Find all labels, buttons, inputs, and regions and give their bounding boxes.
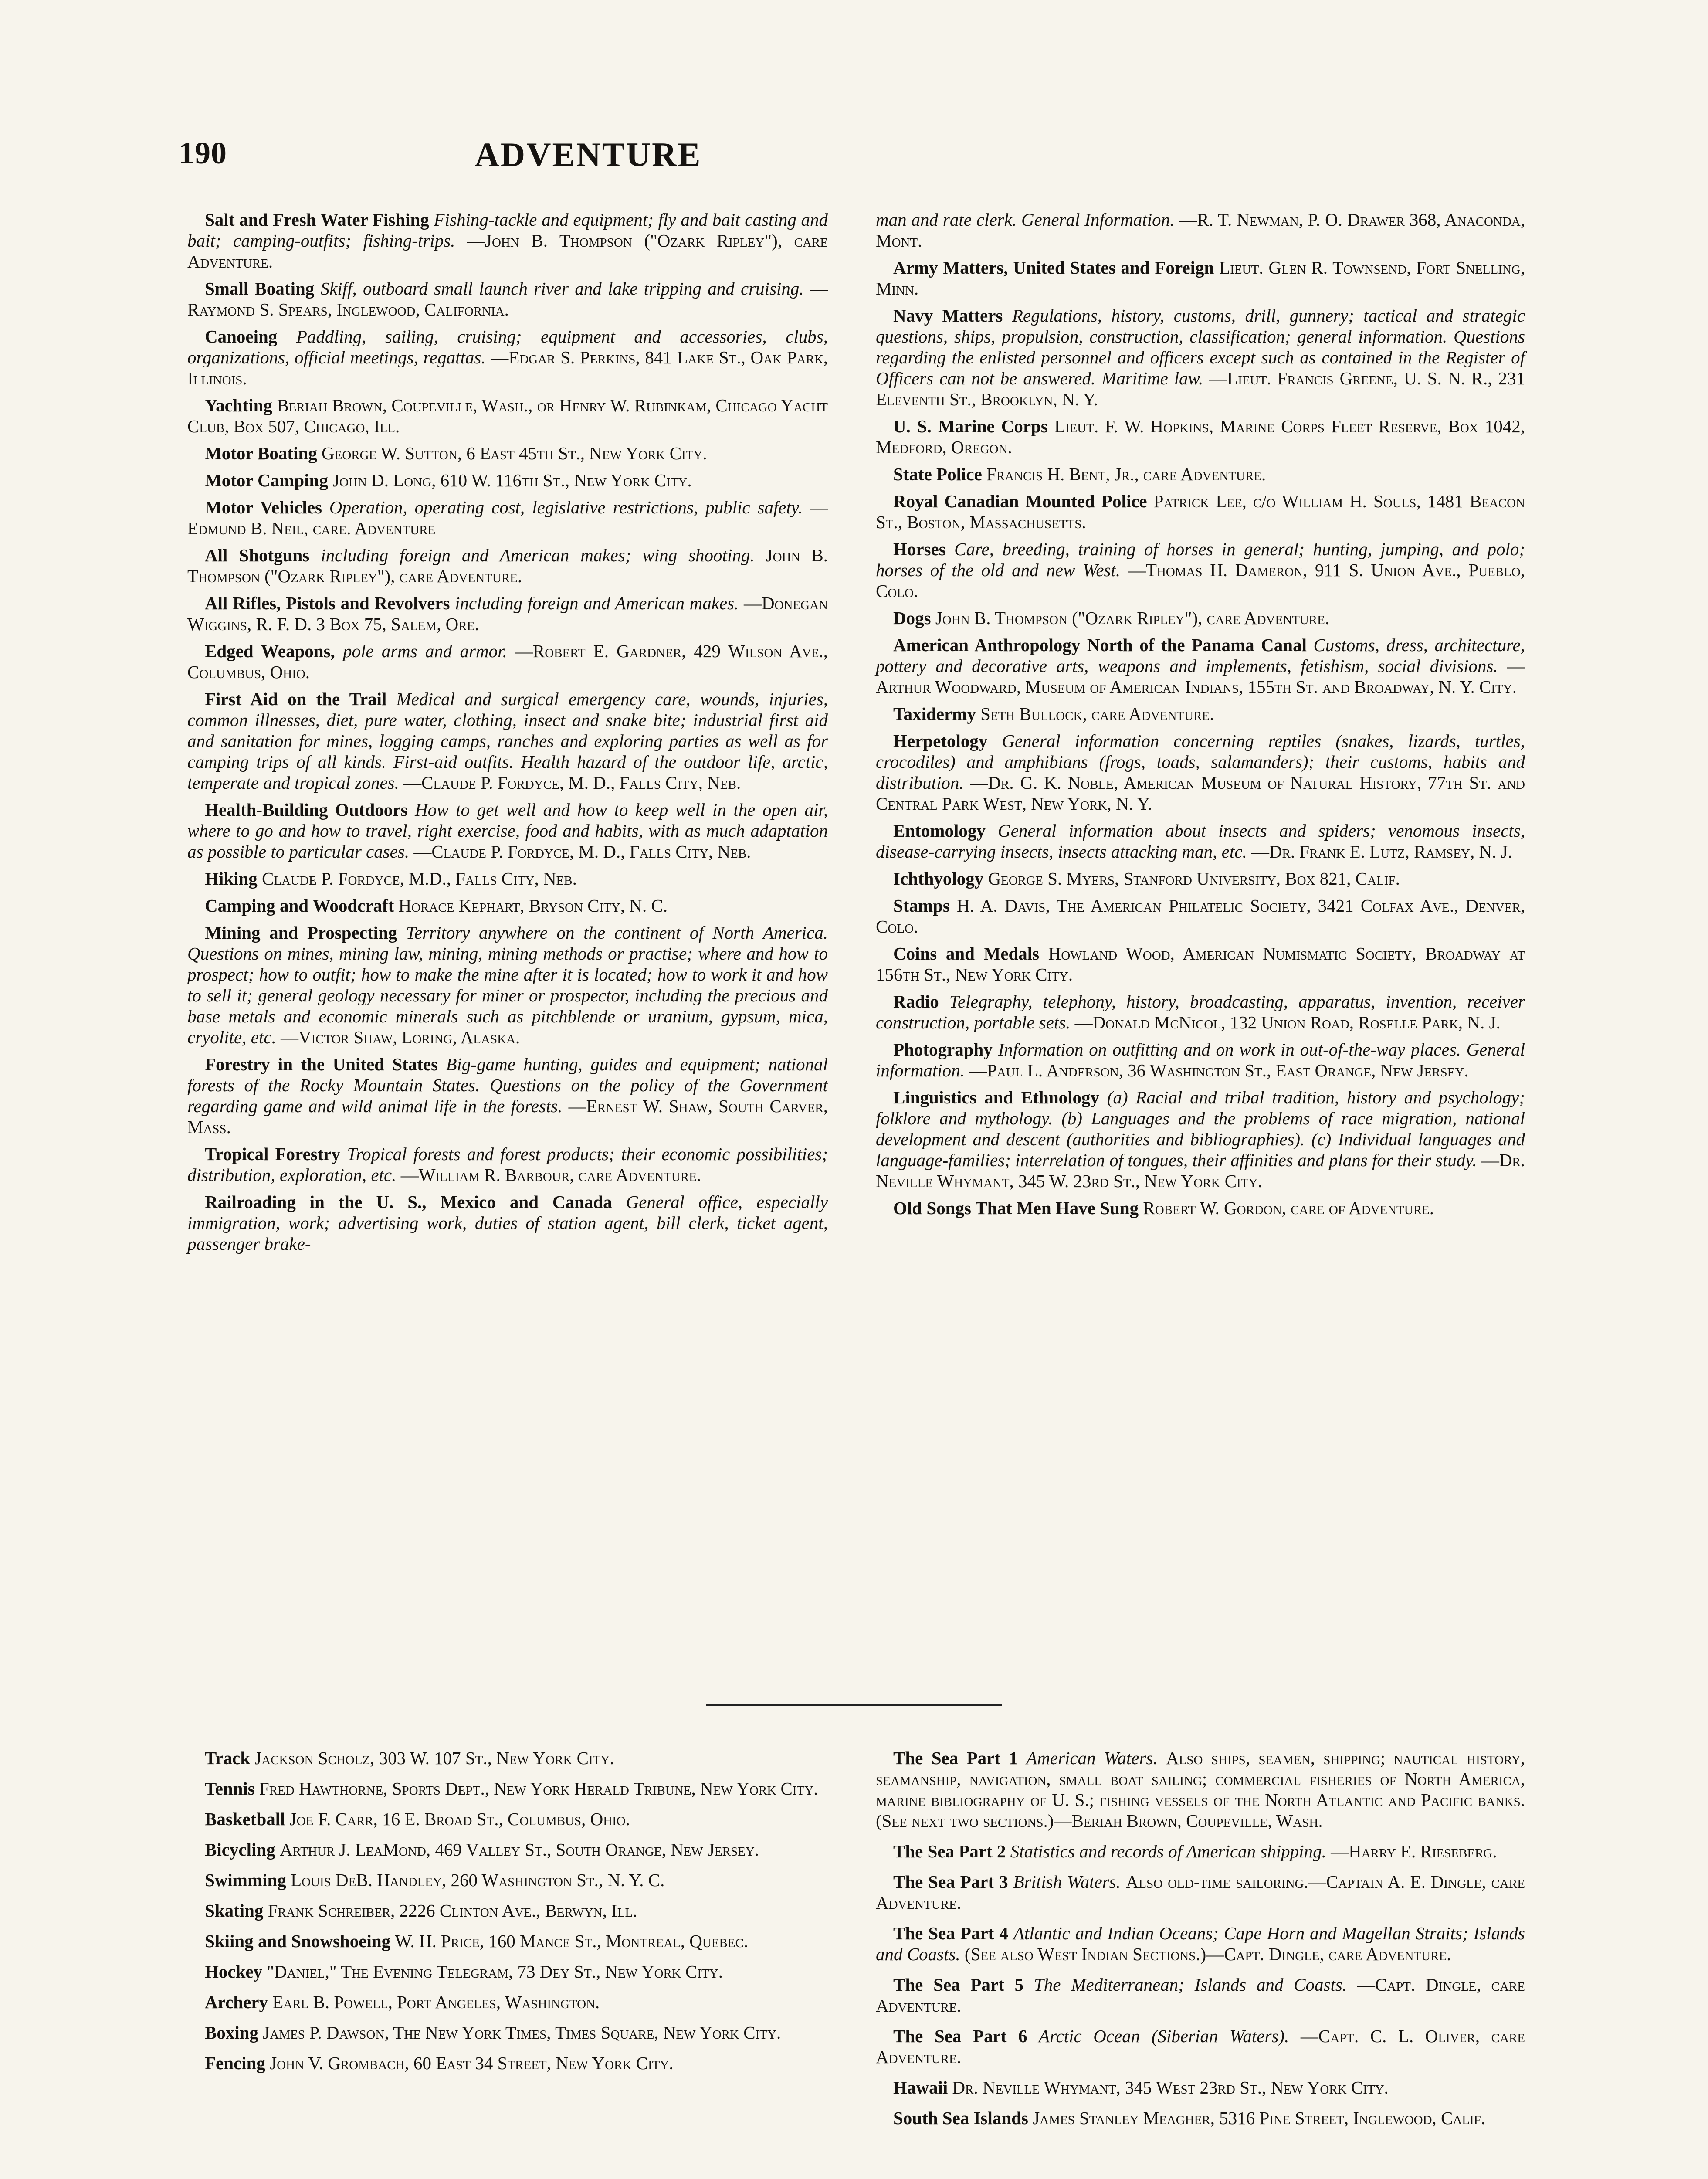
directory-entry [187, 2053, 828, 2074]
directory-entry [876, 464, 1525, 485]
directory-entry [187, 868, 828, 889]
entry-contact: John B. Thompson ("Ozark Ripley"), care Adventure. [187, 545, 828, 586]
entry-contact: Robert W. Gordon, care of Adventure. [1143, 1198, 1434, 1218]
entry-contact: Horace Kephart, Bryson City, N. C. [398, 896, 668, 916]
entry-description: Big-game hunting, guides and equipment; national forests of the Rocky Mountain States. Questions on the policy of the Government regarding game and wild animal life in the forests. [187, 1054, 828, 1116]
directory-entry [876, 2077, 1525, 2098]
entry-topic: Royal Canadian Mounted Police [893, 491, 1147, 511]
page-title: ADVENTURE [474, 136, 702, 173]
directory-entry [187, 326, 828, 389]
directory-entry [187, 593, 828, 635]
column-bottom-right [876, 1748, 1525, 2138]
directory-entry [187, 278, 828, 320]
entry-topic: The Sea Part 2 [893, 1841, 1006, 1861]
entry-contact: Earl B. Powell, Port Angeles, Washington. [272, 1992, 600, 2012]
entry-description: General information concerning reptiles (snakes, lizards, turtles, crocodiles) and amphibians (frogs, toads, salamanders); their customs, habits and distribution. [876, 731, 1525, 793]
entry-contact: —Edgar S. Perkins, 841 Lake St., Oak Park, Illinois. [187, 347, 828, 388]
entry-topic: The Sea Part 4 [893, 1923, 1008, 1943]
entry-contact: Frank Schreiber, 2226 Clinton Ave., Berwyn, Ill. [268, 1901, 637, 1921]
directory-entry [187, 689, 828, 793]
entry-contact: John D. Long, 610 W. 116th St., New York City. [332, 470, 692, 490]
entry-contact: "Daniel," The Evening Telegram, 73 Dey St., New York City. [267, 1962, 723, 1982]
entry-description: American Waters. [1026, 1748, 1158, 1768]
entry-topic: Hawaii [893, 2077, 948, 2098]
entry-description: including foreign and American makes; wing shooting. [321, 545, 755, 565]
directory-entry [187, 395, 828, 437]
directory-entry [187, 895, 828, 916]
page-header [179, 135, 998, 183]
entry-contact: —Victor Shaw, Loring, Alaska. [281, 1027, 520, 1047]
entry-topic: Forestry in the United States [205, 1054, 438, 1074]
entry-contact: —Thomas H. Dameron, 911 S. Union Ave., Pueblo, Colo. [876, 560, 1525, 601]
entry-contact: George W. Sutton, 6 East 45th St., New York City. [322, 443, 707, 463]
entry-contact: Lieut. F. W. Hopkins, Marine Corps Fleet Reserve, Box 1042, Medford, Oregon. [876, 416, 1525, 457]
directory-entry [187, 1931, 828, 1952]
directory-entry [187, 1054, 828, 1137]
directory-entry [876, 730, 1525, 814]
entry-topic: Swimming [205, 1870, 286, 1890]
directory-entry [876, 491, 1525, 533]
entry-contact: —Lieut. Francis Greene, U. S. N. R., 231 Eleventh St., Brooklyn, N. Y. [876, 368, 1525, 409]
entry-topic: Fencing [205, 2053, 265, 2073]
entry-description: Operation, operating cost, legislative restrictions, public safety. [329, 497, 803, 517]
entry-topic: Edged Weapons, [205, 641, 335, 661]
entry-contact: —R. T. Newman, P. O. Drawer 368, Anaconda, Mont. [876, 210, 1525, 251]
entry-contact: George S. Myers, Stanford University, Box 821, Calif. [988, 869, 1400, 889]
entry-description: Regulations, history, customs, drill, gunnery; tactical and strategic questions, ships, propulsion, construction, classification; general information. Questions regarding the enlisted personnel and officers except such as contained in the Register of Officers can not be answered. Maritime law. [876, 305, 1525, 388]
entry-contact: —Ernest W. Shaw, South Carver, Mass. [187, 1096, 828, 1137]
entry-description: Atlantic and Indian Oceans; Cape Horn and Magellan Straits; Islands and Coasts. [876, 1923, 1525, 1964]
directory-entry [876, 635, 1525, 697]
entry-contact: —Paul L. Anderson, 36 Washington St., East Orange, New Jersey. [969, 1060, 1469, 1080]
entry-topic: Taxidermy [893, 704, 976, 724]
entry-topic: Horses [893, 539, 946, 559]
entry-description: pole arms and armor. [342, 641, 507, 661]
entry-contact: James Stanley Meagher, 5316 Pine Street, Inglewood, Calif. [1033, 2108, 1486, 2128]
entry-description: Territory anywhere on the continent of North America. Questions on mines, mining law, mining, mining methods or practise; where and how to prospect; how to outfit; how to make the mine after it is located; how to work it and how to sell it; general geology necessary for miner or prospector, including the precious and base metals and economic minerals such as pitchblende or uranium, gypsum, mica, cryolite, etc. [187, 923, 828, 1047]
entry-description: Paddling, sailing, cruising; equipment and accessories, clubs, organizations, official meetings, regattas. [187, 326, 828, 367]
directory-entry [876, 257, 1525, 299]
directory-entry [187, 1144, 828, 1185]
directory-entry [876, 539, 1525, 601]
directory-entry [876, 305, 1525, 410]
directory-entry [876, 1974, 1525, 2016]
directory-entry [187, 1839, 828, 1860]
entry-contact: Also old-time sailoring.—Captain A. E. Dingle, care Adventure. [876, 1872, 1525, 1913]
entry-contact: —Donegan Wiggins, R. F. D. 3 Box 75, Salem, Ore. [187, 593, 828, 634]
directory-entry [876, 1087, 1525, 1191]
entry-topic: Yachting [205, 395, 272, 415]
directory-entry [876, 943, 1525, 985]
column-top-left [187, 209, 828, 1260]
directory-entry [876, 895, 1525, 937]
entry-contact: —Capt. C. L. Oliver, care Adventure. [876, 2026, 1525, 2067]
directory-entry [187, 470, 828, 491]
entry-description: Information on outfitting and on work in out-of-the-way places. General information. [876, 1039, 1525, 1080]
directory-entry [187, 1191, 828, 1254]
directory-entry [876, 2026, 1525, 2067]
directory-entry [876, 1039, 1525, 1081]
directory-entry [876, 820, 1525, 862]
entry-topic: Dogs [893, 608, 931, 628]
directory-entry [876, 868, 1525, 889]
entry-topic: Hiking [205, 869, 258, 889]
directory-entry [876, 608, 1525, 628]
entry-topic: Linguistics and Ethnology [893, 1087, 1100, 1107]
entry-topic: Salt and Fresh Water Fishing [205, 210, 429, 230]
entry-description: Telegraphy, telephony, history, broadcasting, apparatus, invention, receiver construction, portable sets. [876, 991, 1525, 1032]
directory-entry [187, 922, 828, 1048]
entry-description: (a) Racial and tribal tradition, history and psychology; folklore and mythology. (b) Languages and the problems of race migration, national development and descent (authorities and bibliographies). (c) Individual languages and language-families; interrelation of tongues, their affinities and plans for their study. [876, 1087, 1525, 1170]
entry-contact: John V. Grombach, 60 East 34 Street, New York City. [270, 2053, 674, 2073]
entry-topic: Archery [205, 1992, 268, 2012]
directory-entry [876, 1923, 1525, 1965]
entry-contact: H. A. Davis, The American Philatelic Society, 3421 Colfax Ave., Denver, Colo. [876, 896, 1525, 937]
directory-entry [187, 1961, 828, 1982]
entry-description: Statistics and records of American shipping. [1010, 1841, 1326, 1861]
entry-topic: Mining and Prospecting [205, 923, 397, 943]
directory-entry [876, 2108, 1525, 2128]
directory-entry [187, 497, 828, 539]
entry-description: The Mediterranean; Islands and Coasts. [1034, 1975, 1347, 1995]
entry-topic: Boxing [205, 2023, 259, 2043]
entry-topic: Camping and Woodcraft [205, 896, 394, 916]
entry-topic: Stamps [893, 896, 950, 916]
entry-contact: —William R. Barbour, care Adventure. [400, 1165, 702, 1185]
entry-topic: The Sea Part 3 [893, 1872, 1008, 1892]
directory-entry [187, 641, 828, 682]
entry-topic: Photography [893, 1039, 993, 1059]
entry-contact: Also ships, seamen, shipping; nautical history, seamanship, navigation, small boat sailing; commercial fisheries of North America, marine bibliography of U. S.; fishing vessels of the North Atlantic and Pacific banks. (See next two sections.)—Beriah Brown, Coupeville, Wash. [876, 1748, 1525, 1831]
directory-entry [876, 416, 1525, 458]
entry-topic: Navy Matters [893, 305, 1003, 326]
entry-topic: Railroading in the U. S., Mexico and Canada [205, 1192, 612, 1212]
entry-contact: —Dr. Frank E. Lutz, Ramsey, N. J. [1251, 842, 1512, 862]
entry-contact: Louis DeB. Handley, 260 Washington St., N. Y. C. [291, 1870, 665, 1890]
entry-description: Care, breeding, training of horses in general; hunting, jumping, and polo; horses of the old and new West. [876, 539, 1525, 580]
directory-entry [876, 991, 1525, 1033]
entry-description: Skiff, outboard small launch river and lake tripping and cruising. [320, 278, 804, 299]
directory-entry [187, 545, 828, 587]
directory-entry [187, 443, 828, 464]
entry-contact: James P. Dawson, The New York Times, Times Square, New York City. [263, 2023, 781, 2043]
entry-contact: Francis H. Bent, Jr., care Adventure. [986, 464, 1266, 484]
directory-entry [187, 1992, 828, 2013]
entry-description: including foreign and American makes. [455, 593, 739, 613]
entry-contact: Claude P. Fordyce, M.D., Falls City, Neb. [262, 869, 577, 889]
entry-topic: Motor Camping [205, 470, 328, 490]
entry-contact: —Arthur Woodward, Museum of American Indians, 155th St. and Broadway, N. Y. City. [876, 656, 1525, 697]
entry-topic: Ichthyology [893, 869, 984, 889]
directory-entry [876, 1198, 1525, 1218]
directory-entry [187, 1778, 828, 1799]
entry-topic: Skiing and Snowshoeing [205, 1931, 391, 1951]
entry-topic: Track [205, 1748, 251, 1768]
entry-description: General information about insects and spiders; venomous insects, disease-carrying insects, insects attacking man, etc. [876, 821, 1525, 862]
entry-contact: —Donald McNicol, 132 Union Road, Roselle Park, N. J. [1074, 1012, 1501, 1032]
directory-entry [187, 1748, 828, 1768]
entry-description: How to get well and how to keep well in the open air, where to go and how to travel, right exercise, food and habits, with as much adaptation as possible to particular cases. [187, 800, 828, 862]
entry-description: Tropical forests and forest products; their economic possibilities; distribution, exploration, etc. [187, 1144, 828, 1185]
entry-contact: —Harry E. Rieseberg. [1331, 1841, 1497, 1861]
entry-topic: First Aid on the Trail [205, 689, 387, 709]
column-bottom-left [187, 1748, 828, 2083]
entry-topic: Health-Building Outdoors [205, 800, 408, 820]
entry-topic: Tropical Forestry [205, 1144, 341, 1164]
directory-entry [187, 2022, 828, 2043]
directory-entry [187, 1900, 828, 1921]
entry-contact: —Claude P. Fordyce, M. D., Falls City, Neb. [403, 773, 741, 793]
entry-contact: —Capt. Dingle, care Adventure. [876, 1975, 1525, 2016]
entry-topic: Motor Vehicles [205, 497, 322, 517]
entry-topic: All Rifles, Pistols and Revolvers [205, 593, 450, 613]
entry-contact: W. H. Price, 160 Mance St., Montreal, Quebec. [395, 1931, 749, 1951]
directory-entry [187, 1870, 828, 1891]
entry-contact: —Claude P. Fordyce, M. D., Falls City, Neb. [413, 842, 751, 862]
entry-topic: Army Matters, United States and Foreign [893, 258, 1214, 278]
entry-contact: Joe F. Carr, 16 E. Broad St., Columbus, Ohio. [289, 1809, 630, 1829]
entry-topic: U. S. Marine Corps [893, 416, 1048, 436]
entry-topic: Entomology [893, 821, 986, 841]
entry-contact: Dr. Neville Whymant, 345 West 23rd St., New York City. [952, 2077, 1389, 2098]
entry-contact: —Dr. G. K. Noble, American Museum of Natural History, 77th St. and Central Park West, New York, N. Y. [876, 773, 1525, 814]
entry-topic: Small Boating [205, 278, 315, 299]
entry-contact: Patrick Lee, c/o William H. Souls, 1481 Beacon St., Boston, Massachusetts. [876, 491, 1525, 532]
directory-entry [876, 1748, 1525, 1831]
entry-topic: Radio [893, 991, 939, 1011]
page-number: 190 [179, 136, 227, 170]
entry-description: Medical and surgical emergency care, wounds, injuries, common illnesses, diet, pure water, clothing, insect and snake bite; industrial first aid and sanitation for mines, logging camps, ranches and exploring parties as well as for camping trips of all kinds. First-aid outfits. Health hazard of the outdoor life, arctic, temperate and tropical zones. [187, 689, 828, 793]
entry-contact: —Raymond S. Spears, Inglewood, California. [187, 278, 828, 319]
entry-topic: The Sea Part 6 [893, 2026, 1027, 2046]
entry-topic: Canoeing [205, 326, 278, 346]
entry-topic: The Sea Part 5 [893, 1975, 1024, 1995]
directory-entry [876, 703, 1525, 724]
directory-entry [876, 1871, 1525, 1913]
entry-topic: Coins and Medals [893, 944, 1040, 964]
entry-contact: —John B. Thompson ("Ozark Ripley"), care Adventure. [187, 231, 828, 272]
directory-entry [876, 209, 1525, 251]
entry-description: man and rate clerk. General Information. [876, 210, 1175, 230]
entry-topic: The Sea Part 1 [893, 1748, 1018, 1768]
entry-contact: Fred Hawthorne, Sports Dept., New York Herald Tribune, New York City. [259, 1778, 818, 1799]
entry-description: Fishing-tackle and equipment; fly and bait casting and bait; camping-outfits; fishing-trips. [187, 210, 828, 251]
entry-contact: —Robert E. Gardner, 429 Wilson Ave., Columbus, Ohio. [187, 641, 828, 682]
entry-contact: Howland Wood, American Numismatic Society, Broadway at 156th St., New York City. [876, 944, 1525, 984]
entry-topic: Herpetology [893, 731, 988, 751]
entry-topic: State Police [893, 464, 982, 484]
entry-topic: Old Songs That Men Have Sung [893, 1198, 1139, 1218]
entry-topic: Skating [205, 1901, 264, 1921]
entry-topic: Hockey [205, 1962, 263, 1982]
section-divider [706, 1704, 1002, 1706]
entry-topic: Motor Boating [205, 443, 317, 463]
entry-contact: Arthur J. LeaMond, 469 Valley St., South Orange, New Jersey. [279, 1840, 759, 1860]
directory-entry [187, 209, 828, 272]
entry-contact: Seth Bullock, care Adventure. [980, 704, 1214, 724]
entry-topic: All Shotguns [205, 545, 310, 565]
directory-entry [187, 1809, 828, 1829]
entry-contact: —Edmund B. Neil, care. Adventure [187, 497, 828, 538]
entry-description: Customs, dress, architecture, pottery and decorative arts, weapons and implements, fetishism, social divisions. [876, 635, 1525, 676]
entry-topic: Basketball [205, 1809, 285, 1829]
entry-contact: —Dr. Neville Whymant, 345 W. 23rd St., New York City. [876, 1150, 1525, 1191]
entry-contact: (See also West Indian Sections.)—Capt. Dingle, care Adventure. [964, 1944, 1451, 1964]
directory-entry [187, 799, 828, 862]
entry-contact: Jackson Scholz, 303 W. 107 St., New York City. [254, 1748, 614, 1768]
entry-description: British Waters. [1013, 1872, 1121, 1892]
column-top-right [876, 209, 1525, 1225]
entry-contact: John B. Thompson ("Ozark Ripley"), care Adventure. [935, 608, 1330, 628]
entry-topic: South Sea Islands [893, 2108, 1028, 2128]
entry-description: General office, especially immigration, work; advertising work, duties of station agent, bill clerk, ticket agent, passenger brake- [187, 1192, 828, 1254]
entry-topic: Bicycling [205, 1840, 275, 1860]
entry-topic: American Anthropology North of the Panama Canal [893, 635, 1307, 655]
directory-entry [876, 1841, 1525, 1862]
entry-topic: Tennis [205, 1778, 255, 1799]
entry-contact: Lieut. Glen R. Townsend, Fort Snelling, Minn. [876, 258, 1525, 299]
entry-contact: Beriah Brown, Coupeville, Wash., or Henry W. Rubinkam, Chicago Yacht Club, Box 507, Chicago, Ill. [187, 395, 828, 436]
entry-description: Arctic Ocean (Siberian Waters). [1039, 2026, 1289, 2046]
